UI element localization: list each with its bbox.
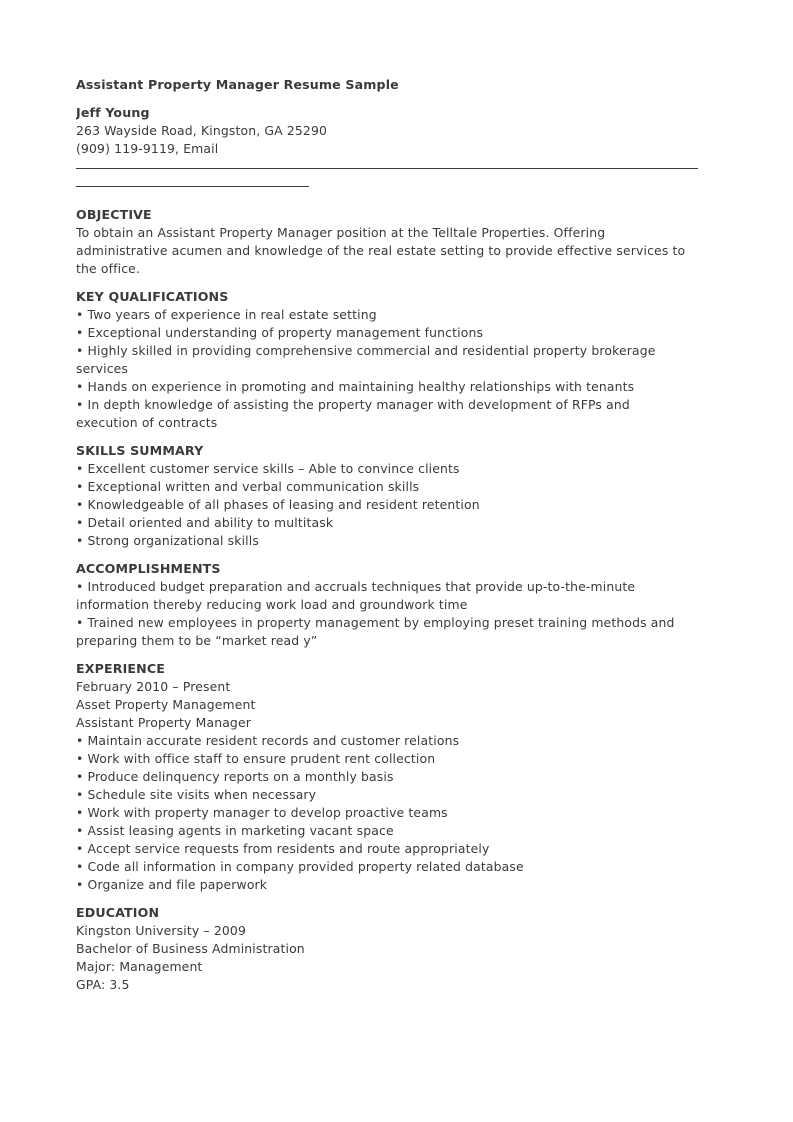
list-item-continuation: execution of contracts [76, 415, 218, 430]
list-item-continuation: information thereby reducing work load and groundwork time [76, 597, 468, 612]
section-experience [76, 660, 726, 894]
section-heading: SKILLS SUMMARY [76, 443, 204, 458]
section-education [76, 904, 726, 994]
section-heading: OBJECTIVE [76, 207, 152, 222]
list-item: • Excellent customer service skills – Able to convince clients [76, 461, 460, 476]
list-item: • Code all information in company provided property related database [76, 859, 524, 874]
school-and-year: Kingston University – 2009 [76, 923, 246, 938]
list-item: • Exceptional written and verbal communication skills [76, 479, 420, 494]
objective-line: To obtain an Assistant Property Manager position at the Telltale Properties. Offering [76, 225, 606, 240]
section-accomplishments [76, 560, 726, 650]
list-item: • Schedule site visits when necessary [76, 787, 317, 802]
document-title: Assistant Property Manager Resume Sample [76, 77, 399, 92]
section-heading: ACCOMPLISHMENTS [76, 561, 221, 576]
list-item: • Accept service requests from residents and route appropriately [76, 841, 490, 856]
candidate-name: Jeff Young [76, 105, 150, 120]
resume-page [76, 76, 726, 994]
list-item: • Produce delinquency reports on a monthly basis [76, 769, 394, 784]
degree: Bachelor of Business Administration [76, 941, 305, 956]
list-item: • Work with property manager to develop proactive teams [76, 805, 448, 820]
list-item: • Knowledgeable of all phases of leasing and resident retention [76, 497, 480, 512]
list-item: • Trained new employees in property management by employing preset training methods and [76, 615, 675, 630]
section-heading: EDUCATION [76, 905, 160, 920]
section-key-qualifications [76, 288, 726, 432]
divider-line-short [76, 186, 309, 187]
list-item-continuation: services [76, 361, 129, 376]
contact-block [76, 104, 726, 187]
major: Major: Management [76, 959, 203, 974]
section-heading: EXPERIENCE [76, 661, 166, 676]
list-item: • Assist leasing agents in marketing vacant space [76, 823, 394, 838]
list-item: • Detail oriented and ability to multitask [76, 515, 334, 530]
list-item-continuation: preparing them to be “market read y” [76, 633, 318, 648]
list-item: • In depth knowledge of assisting the property manager with development of RFPs and [76, 397, 630, 412]
list-item: • Work with office staff to ensure prudent rent collection [76, 751, 436, 766]
section-objective [76, 206, 726, 278]
objective-line: administrative acumen and knowledge of the real estate setting to provide effective services to [76, 243, 686, 258]
list-item: • Strong organizational skills [76, 533, 259, 548]
candidate-address: 263 Wayside Road, Kingston, GA 25290 [76, 123, 328, 138]
list-item: • Organize and file paperwork [76, 877, 268, 892]
job-title: Assistant Property Manager [76, 715, 251, 730]
objective-line: the office. [76, 261, 141, 276]
list-item: • Highly skilled in providing comprehensive commercial and residential property brokerage [76, 343, 656, 358]
list-item: • Hands on experience in promoting and maintaining healthy relationships with tenants [76, 379, 635, 394]
candidate-phone-email: (909) 119-9119, Email [76, 141, 219, 156]
list-item: • Maintain accurate resident records and customer relations [76, 733, 460, 748]
divider-line-long [76, 168, 698, 169]
list-item: • Two years of experience in real estate setting [76, 307, 377, 322]
list-item: • Introduced budget preparation and accruals techniques that provide up-to-the-minute [76, 579, 636, 594]
section-heading: KEY QUALIFICATIONS [76, 289, 229, 304]
employment-dates: February 2010 – Present [76, 679, 231, 694]
list-item: • Exceptional understanding of property management functions [76, 325, 484, 340]
gpa: GPA: 3.5 [76, 977, 130, 992]
employer-name: Asset Property Management [76, 697, 256, 712]
section-skills-summary [76, 442, 726, 550]
